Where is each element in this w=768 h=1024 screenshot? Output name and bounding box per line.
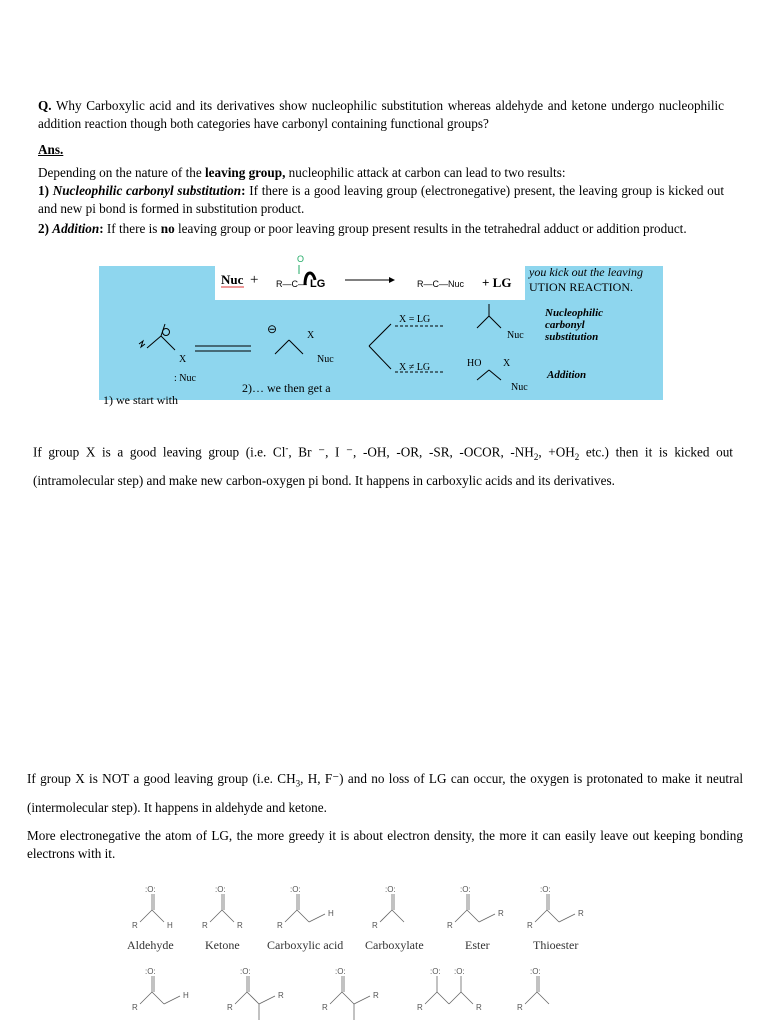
svg-text:R: R — [476, 1003, 482, 1012]
intermediate-minus: ⊖ — [267, 322, 278, 336]
point2-bold-no: no — [160, 221, 175, 236]
question — [38, 97, 724, 133]
point1-colon: : — [241, 183, 246, 198]
carboxylic-acid-structure — [285, 894, 325, 922]
svg-text:R: R — [372, 921, 378, 930]
svg-text:R: R — [277, 921, 283, 930]
question-prefix: Q. — [38, 98, 52, 113]
intro-text — [38, 164, 724, 182]
svg-text::O:: :O: — [290, 885, 301, 894]
intro-pre: Depending on the nature of the — [38, 165, 205, 180]
svg-text::O:: :O: — [145, 885, 156, 894]
intermediate-nuc: Nuc — [317, 354, 334, 365]
point1-num: 1) — [38, 183, 53, 198]
label-ketone: Ketone — [205, 938, 240, 952]
svg-text:R: R — [527, 921, 533, 930]
svg-text::O:: :O: — [335, 967, 346, 976]
svg-text:R: R — [447, 921, 453, 930]
eq-plus: + — [250, 272, 259, 288]
svg-text:R: R — [578, 909, 584, 918]
point1-text: If there is a good leaving group (electronegative) present, the leaving group is kicked out and new pi bond is formed in substitution product. — [38, 183, 724, 216]
intro-bold: leaving group, — [205, 165, 286, 180]
label-ester: Ester — [465, 938, 490, 952]
label-thioester: Thioester — [533, 938, 579, 952]
answer-label: Ans. — [38, 142, 64, 157]
thioester-structure — [535, 894, 575, 922]
label-sub-2: carbonyl — [545, 319, 585, 331]
bullet1-rest: , Br ⁻, I ⁻, -OH, -OR, -SR, -OCOR, -NH — [288, 444, 534, 460]
bullet2-text: If group X is NOT a good leaving group (i.e. CH — [27, 771, 296, 786]
svg-text:H: H — [167, 921, 173, 930]
eq-lg: LG — [310, 278, 326, 290]
reaction-mechanism-figure — [99, 254, 663, 407]
ketone-structure — [210, 894, 234, 922]
bullet1-text: If group X is a good leaving group (i.e. Cl — [33, 444, 286, 460]
label-aldehyde: Aldehyde — [127, 938, 174, 952]
svg-text:R: R — [132, 1003, 138, 1012]
svg-text::O:: :O: — [460, 885, 471, 894]
figure-equation-strip — [215, 266, 525, 300]
svg-text::O:: :O: — [215, 885, 226, 894]
svg-text::O:: :O: — [540, 885, 551, 894]
label-sub-3: substitution — [545, 331, 599, 343]
amide-structure-3 — [330, 976, 370, 1020]
addproduct-nuc: Nuc — [511, 382, 528, 393]
point-substitution — [38, 182, 724, 218]
reactant-x: X — [179, 354, 187, 365]
svg-text:R: R — [498, 909, 504, 918]
point1-title: Nucleophilic carbonyl substitution — [52, 183, 242, 198]
caption-top2: UTION REACTION. — [529, 280, 633, 294]
electronegativity-note: More electronegative the atom of LG, the more greedy it is about electron density, the more it can easily leave out keeping bonding electrons with it. — [27, 828, 743, 861]
point2-title: Addition — [52, 221, 100, 236]
point2-text-b: leaving group or poor leaving group present results in the tetrahedral adduct or addition product. — [174, 221, 687, 236]
caption-top: you kick out the leaving — [529, 265, 643, 279]
intro-post: nucleophilic attack at carbon can lead to two results: — [285, 165, 566, 180]
bullet1-rest2: , +OH — [538, 444, 575, 460]
svg-text::O:: :O: — [454, 967, 465, 976]
svg-text:H: H — [328, 909, 334, 918]
eq-lg-minus: + LG — [482, 275, 512, 290]
amide-structure-1 — [140, 976, 180, 1004]
point2-colon: : — [99, 221, 104, 236]
eq-product: R—C—Nuc — [417, 279, 465, 289]
eq-nuc: Nuc — [221, 272, 244, 287]
svg-text:R: R — [517, 1003, 523, 1012]
step1-text: 1) we start with — [103, 393, 178, 407]
svg-text:R: R — [322, 1003, 328, 1012]
svg-text:R: R — [278, 991, 284, 1000]
amide-structure-2 — [235, 976, 275, 1020]
svg-text:R: R — [227, 1003, 233, 1012]
svg-text:R: R — [132, 921, 138, 930]
aldehyde-structure — [140, 894, 164, 922]
point2-text-a: If there is — [103, 221, 161, 236]
svg-text:R: R — [417, 1003, 423, 1012]
label-addition: Addition — [547, 369, 587, 381]
addproduct-x: X — [503, 358, 511, 369]
svg-text:R: R — [237, 921, 243, 930]
point-addition — [38, 220, 724, 238]
anhydride-structure — [425, 976, 473, 1004]
eq-rc: R—C— — [276, 279, 307, 289]
question-text: Why Carboxylic acid and its derivatives show nucleophilic substitution whereas aldehyde and ketone undergo nucleophilic addition reaction though both categories have carbonyl containing functional groups? — [38, 98, 724, 131]
bullet-poor-leaving-group: If group X is NOT a good leaving group (i.e. $CH_3$, H, F⁻) and no loss of LG can occur, the oxygen is protonated to make it neutral (intermolecular step). It happens in aldehyde and ketone. — [27, 771, 743, 815]
svg-text:R: R — [373, 991, 379, 1000]
svg-text:R: R — [202, 921, 208, 930]
label-carboxylic-acid: Carboxylic acid — [267, 938, 344, 952]
step2-text: 2)… we then get a — [242, 381, 331, 395]
acid-chloride-structure — [525, 976, 549, 1004]
intermediate-x: X — [307, 330, 315, 341]
point2-num: 2) — [38, 221, 53, 236]
ester-structure — [455, 894, 495, 922]
addproduct-ho: HO — [467, 358, 482, 369]
svg-text::O:: :O: — [530, 967, 541, 976]
bullet1-rest3: etc.) then it is kicked out (intramolecular step) and make new carbon-oxygen pi bond. It happens in carboxylic acids and its derivatives. — [33, 444, 733, 489]
carboxylate-structure — [380, 894, 404, 922]
svg-text::O:: :O: — [240, 967, 251, 976]
label-sub-1: Nucleophilic — [545, 307, 604, 319]
subproduct-nuc: Nuc — [507, 330, 524, 341]
branch-x-neq-lg: X ≠ LG — [399, 362, 431, 373]
svg-text:H: H — [183, 991, 189, 1000]
label-carboxylate: Carboxylate — [365, 938, 424, 952]
bullet-good-leaving-group: If group X is a good leaving group (i.e. Cl-, Br ⁻, I ⁻, -OH, -OR, -SR, -OCOR, $-NH_2$, $+OH_2$ etc.) then it is kicked out (intramolecular step) and make new carbon-oxygen pi bond. It happens in carboxylic acids and its derivatives. — [33, 443, 733, 489]
bullet2-rest: , H, F⁻) and no loss of LG can occur, the oxygen is protonated to make it neutral (intermolecular step). It happens in aldehyde and ketone. — [27, 771, 743, 815]
carbonyl-compounds-figure — [110, 882, 630, 1024]
branch-x-eq-lg: X = LG — [399, 314, 431, 325]
svg-text::O:: :O: — [385, 885, 396, 894]
svg-text::O:: :O: — [145, 967, 156, 976]
eq-o: O — [297, 254, 305, 264]
reactant-nuc: : Nuc — [174, 373, 196, 384]
svg-text::O:: :O: — [430, 967, 441, 976]
